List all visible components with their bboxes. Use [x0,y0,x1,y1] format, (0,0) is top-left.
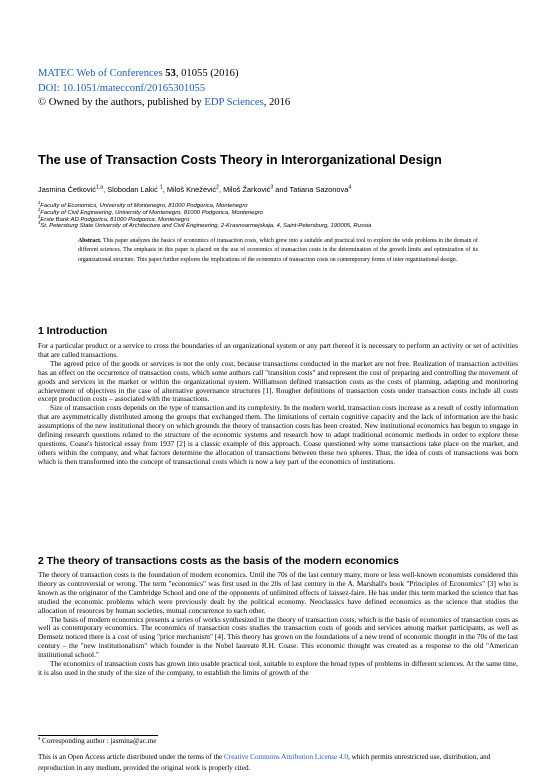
affiliation-number: 3 [38,213,41,219]
paragraph: The agreed price of the goods or services is not the only cost, because transactions conducted in the market are not free. Realization of transaction activities has an effect on the occurrence of transaction costs, which some authors call "transition costs" and represent the cost of preparing and controlling the movement of goods and services in the market or within the organizational system. Williamson defined transaction costs as the costs of planning, adapting and monitoring achievement of objectives in the case of alternative governance structures [1]. Rougher definitions of transaction costs under transaction costs include all costs except production costs – associated with the transactions. [38,358,518,404]
journal-ownership [38,96,518,111]
author-sup: 3 [270,184,274,191]
affiliation-text: St. Petersburg State University of Architecture and Civil Engineering, 2-Krasnoarmejskaja, 4, Saint-Petersburg, 190005, Russia [40,223,372,230]
footnote-divider [38,735,158,736]
author-list [38,185,518,194]
paragraph: The economics of transaction costs has grown into usable practical tool, suitable to explore the broad types of problems in different sciences. At the same time, it is also used in the study of the size of the company, to establish the limits of growth of the [38,659,518,677]
affiliation-text: Faculty of Economics, University of Montenegro, 81000 Podgorica, Montenegro [40,203,248,209]
author-name: , Slobodan Lakić [103,185,160,194]
ownership-suffix: , 2016 [263,97,291,108]
author-name: , Miloš Knežević [162,185,217,194]
author-name: and Tatiana Sazonova [273,185,349,194]
abstract-text: This paper analyzes the basics of economics of transaction costs, which grew into a suitable and practical tool to explore the wide problems in the domain of different sciences. The emphasis in this paper is placed on the use of economics of transaction costs in the determination of the growth limits and optimization of its organizational structure. This paper further explores the implications of the economics of transaction costs on contemporary forms of inter organizational design. [78,238,478,263]
author-name: Jasmina Ćetković [38,185,96,194]
journal-doi[interactable]: DOI: 10.1051/matecconf/20165301055 [38,82,206,94]
paragraph: Size of transaction costs depends on the type of transaction and its complexity. In the modern world, transaction costs increase as a result of costly information that are asymmetrically distributed among the groups that exchanged them. The limitations of certain cognitive capacity and the lack of information are the basic assumptions of the new institutional theory on which grounds the theory of transaction costs has been created. New institutional economics has begun to engage in defining research questions related to the structure of the economic systems and research how to adapt traditional economic methods in order to explore these questions. Coase's historical essay from 1937 [2] is a classic example of this approach. Coase questioned why some transactions take place on the market, and others within the company, and what factors determine the allocation of transactions between these two spheres. Thus, the idea of costs of transactions was born which is then transformed into the concept of transactional costs which is now a key part of the economics of institutions. [38,403,518,466]
affiliation-number: 4 [38,220,41,226]
section-heading-introduction: 1 Introduction [38,326,108,337]
license-link[interactable]: Creative Commons Attribution License 4.0 [224,753,348,761]
author-sup: 4 [348,184,352,191]
abstract [78,237,478,265]
section-body-theory [38,571,518,678]
footnote-mark: a [38,736,41,742]
publisher-link[interactable]: EDP Sciences [204,97,264,108]
author-sup: 2 [216,184,220,191]
affiliation-number: 2 [38,206,41,212]
author-sup: 1,a [95,184,104,191]
affiliation-number: 1 [38,200,41,206]
section-heading-theory: 2 The theory of transactions costs as the basis of the modern economics [38,556,399,567]
license-prefix: This is an Open Access article distributed under the terms of the [38,753,225,761]
abstract-label: Abstract. [78,238,102,244]
paper-title: The use of Transaction Costs Theory in Interorganizational Design [38,152,442,167]
affiliation-text: Faculty of Civil Engineering, University of Montenegro, 81000 Podgorica, Montenegro [40,209,263,216]
journal-citation [38,67,518,82]
paragraph: For a particular product or a service to cross the boundaries of an organizational system or any part thereof it is necessary to perform an activity or set of activities that are called transactions. [38,341,518,359]
author-sup: 1 [159,184,163,191]
paragraph: The theory of transaction costs is the foundation of modern economics. Until the 70s of the last century many, more or less well-known economists considered this theory as controversial or wrong. The term "economics" was first used in the 20s of last century in the A. Marshall's book "Principles of Economics" [3] who is known as the originator of the Cambridge School and one of the opponents of unlimited effects of laissez-faire. He has under this term marked the science that has studied the economic problems which were previously dealt by the political economy. Neoclassics have defined economics as the science that studies the allocation of resources by human societies, mutual concurrence to each other. [38,570,518,615]
license-suffix: , which permits unrestricted use, distribution, and reproduction in any medium, provided the original work is properly cited. [38,753,491,772]
journal-name[interactable]: MATEC Web of Conferences [38,68,163,79]
journal-article-number: , 01055 (2016) [175,68,239,79]
footnote-text: Corresponding author : jasmina@ac.me [40,737,157,745]
affiliation-list [38,200,518,230]
license-notice [38,752,518,773]
paragraph: The basis of modern economics presents a series of works synthesized in the theory of transaction costs, which is the basis of economics of transaction costs as well as contemporary economics. The economics of transaction costs studies the transaction costs of goods and services among market participants, as well as Demsetz noticed there is a cost of using "price mechanism" [4]. This theory has grown on the foundations of a new trend of economic thought in the 70s of the last century – the "new institutionalism" which founder is the Nobel laureate R.H. Coase. This economic thought was created as a response to the old "American institutional school." [38,614,518,660]
footnote [38,737,518,746]
affiliation [38,220,518,230]
ownership-prefix: © Owned by the authors, published by [38,97,205,108]
section-body-introduction [38,342,518,467]
journal-header [38,67,518,111]
affiliation-text: Erste Bank AD Podgorica, 81000 Podgorica, Montenegro [40,216,190,223]
affiliation [38,200,518,210]
journal-volume: 53 [165,68,176,79]
author-name: , Miloš Žarković [219,185,271,194]
